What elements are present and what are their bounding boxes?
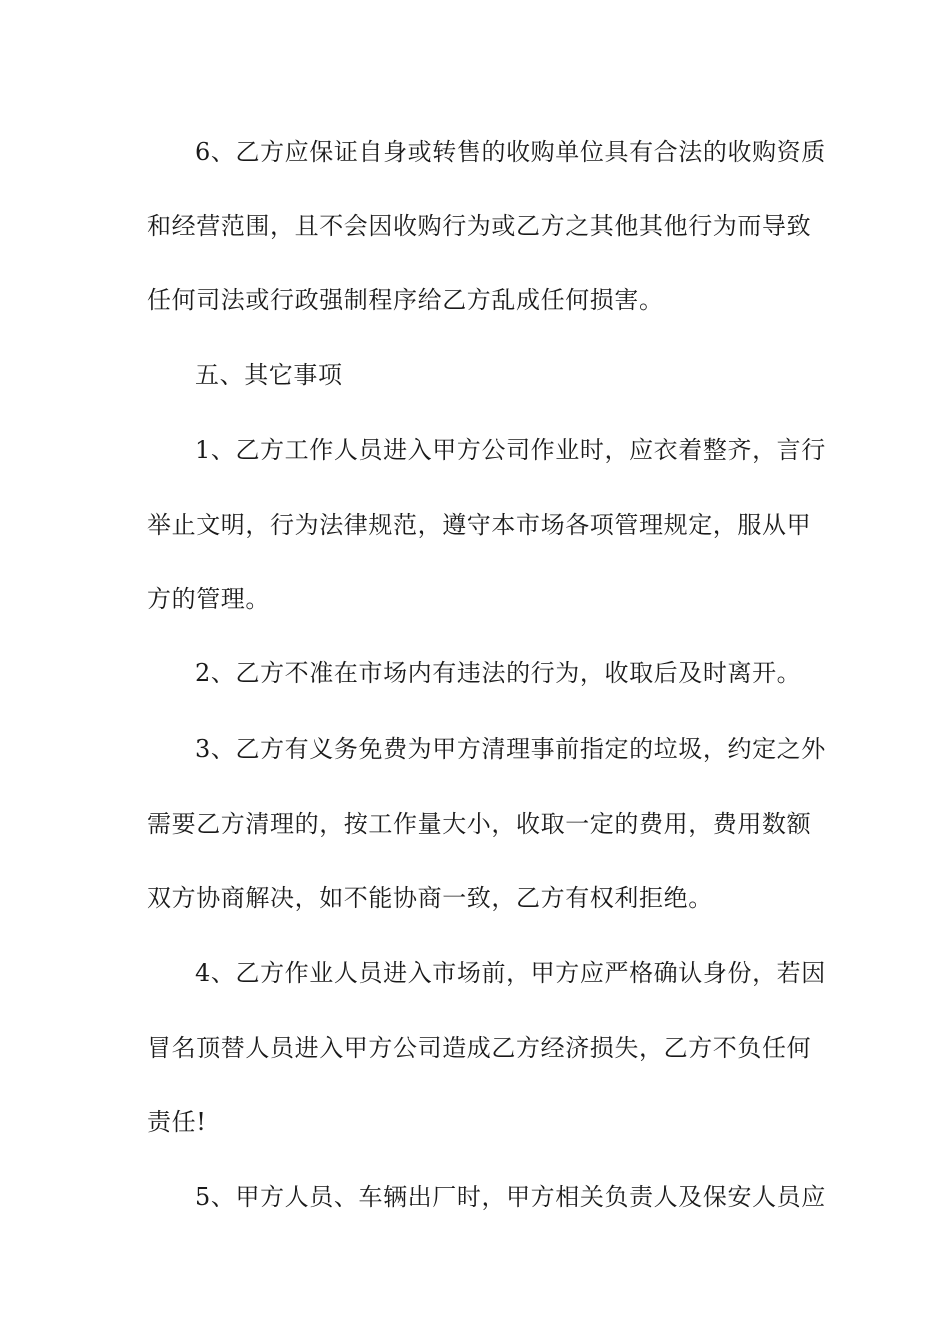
item-1-line-1: 1、乙方工作人员进入甲方公司作业时，应衣着整齐，言行 (195, 436, 826, 464)
item-4-line-1: 4、乙方作业人员进入市场前，甲方应严格确认身份，若因 (195, 959, 826, 987)
item-1-line-2: 举止文明，行为法律规范，遵守本市场各项管理规定，服从甲 (147, 511, 812, 539)
paragraph-6-line-3: 任何司法或行政强制程序给乙方乱成任何损害。 (147, 286, 664, 314)
item-1-line-3: 方的管理。 (147, 585, 270, 613)
item-3-line-2: 需要乙方清理的，按工作量大小，收取一定的费用，费用数额 (147, 810, 812, 838)
item-3-line-3: 双方协商解决，如不能协商一致，乙方有权利拒绝。 (147, 884, 713, 912)
item-5-line-1: 5、甲方人员、车辆出厂时，甲方相关负责人及保安人员应 (195, 1183, 826, 1211)
item-2-line-1: 2、乙方不准在市场内有违法的行为，收取后及时离开。 (195, 659, 802, 687)
item-3-line-1: 3、乙方有义务免费为甲方清理事前指定的垃圾，约定之外 (195, 735, 826, 763)
paragraph-6-line-1: 6、乙方应保证自身或转售的收购单位具有合法的收购资质 (195, 138, 826, 166)
item-4-line-3: 责任! (147, 1108, 207, 1136)
section-heading-other-matters: 五、其它事项 (195, 361, 343, 389)
item-4-line-2: 冒名顶替人员进入甲方公司造成乙方经济损失，乙方不负任何 (147, 1034, 812, 1062)
paragraph-6-line-2: 和经营范围，且不会因收购行为或乙方之其他其他行为而导致 (147, 212, 812, 240)
